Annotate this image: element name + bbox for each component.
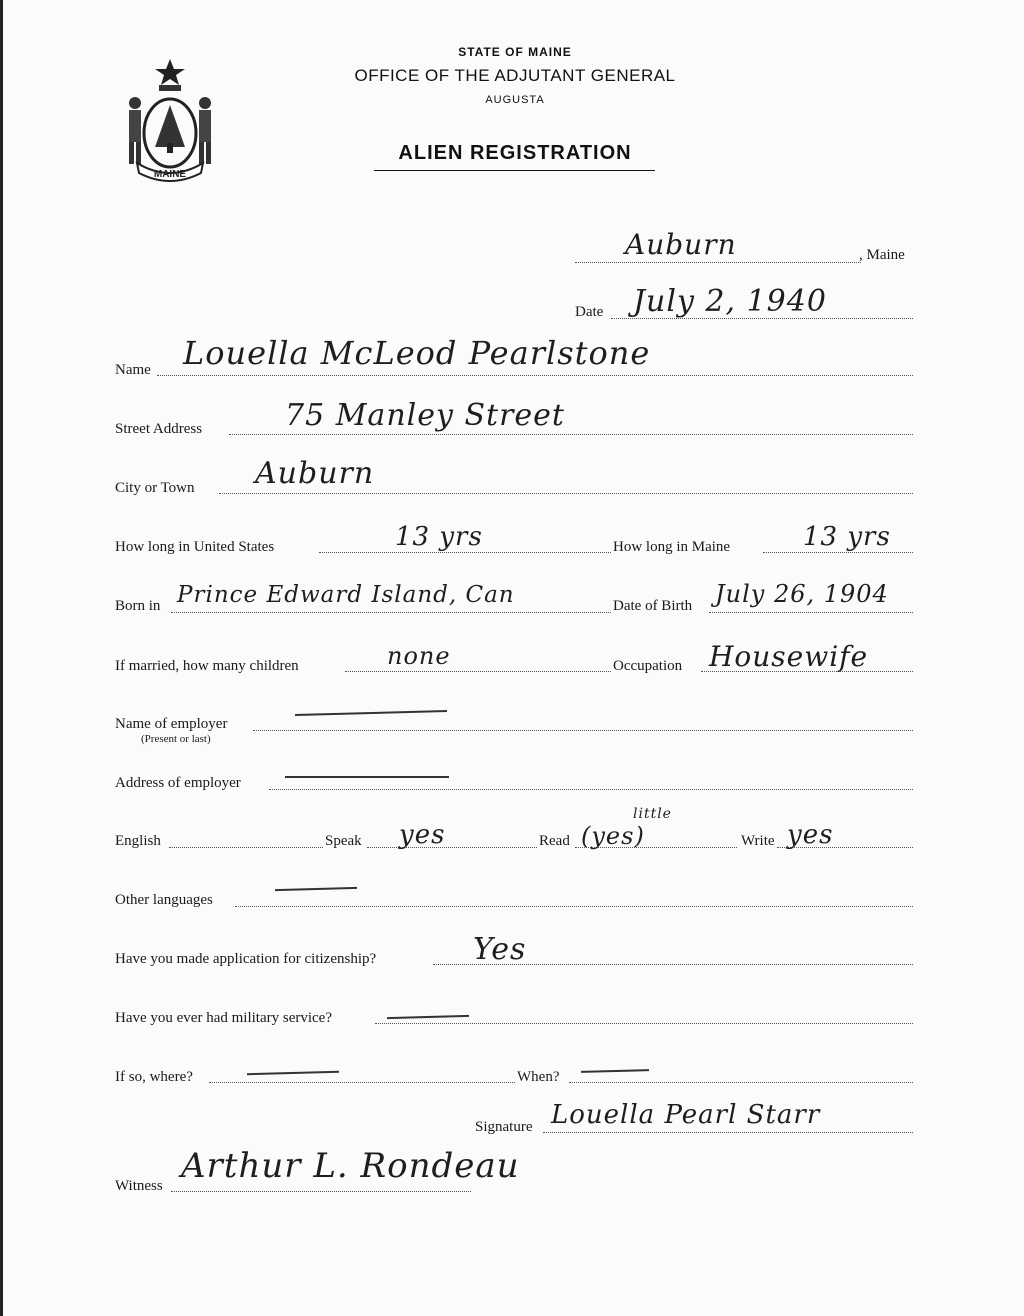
street-line xyxy=(229,434,913,435)
location-value: Auburn xyxy=(625,228,737,261)
city-line xyxy=(219,493,913,494)
employer-address-dash xyxy=(285,776,449,778)
witness-line xyxy=(171,1191,471,1192)
signature-line xyxy=(543,1132,913,1133)
witness-value: Arthur L. Rondeau xyxy=(181,1146,520,1186)
when-label: When? xyxy=(517,1069,560,1085)
signature-value: Louella Pearl Starr xyxy=(551,1100,821,1130)
citizenship-label: Have you made application for citizenship? xyxy=(115,951,377,967)
dob-value: July 26, 1904 xyxy=(715,580,889,608)
military-label: Have you ever had military service? xyxy=(115,1010,332,1026)
maine-duration-value: 13 yrs xyxy=(803,522,891,552)
maine-duration-label: How long in Maine xyxy=(613,539,731,555)
street-value: 75 Manley Street xyxy=(285,398,565,433)
read-note: little xyxy=(633,806,672,822)
employer-address-label: Address of employer xyxy=(115,775,241,791)
when-dash xyxy=(581,1069,649,1073)
city-label: City or Town xyxy=(115,480,195,496)
occupation-value: Housewife xyxy=(709,640,869,673)
street-label: Street Address xyxy=(115,421,203,437)
date-value: July 2, 1940 xyxy=(633,284,827,319)
where-dash xyxy=(247,1071,339,1075)
employer-label: Name of employer xyxy=(115,716,228,732)
us-duration-line xyxy=(319,552,611,553)
svg-text:MAINE: MAINE xyxy=(153,169,187,180)
us-duration-label: How long in United States xyxy=(115,539,275,555)
children-line xyxy=(345,671,611,672)
location-suffix: , Maine xyxy=(859,247,905,263)
write-label: Write xyxy=(741,833,775,849)
dob-line xyxy=(709,612,913,613)
us-duration-value: 13 yrs xyxy=(395,522,483,552)
header-office: OFFICE OF THE ADJUTANT GENERAL xyxy=(354,66,676,85)
witness-label: Witness xyxy=(115,1178,163,1194)
english-line xyxy=(169,847,323,848)
read-label: Read xyxy=(539,833,570,849)
children-value: none xyxy=(387,642,451,670)
speak-value: yes xyxy=(399,820,446,850)
when-line xyxy=(569,1082,913,1083)
date-label: Date xyxy=(575,304,604,320)
born-line xyxy=(171,612,611,613)
military-line xyxy=(375,1023,913,1024)
english-label: English xyxy=(115,833,161,849)
other-languages-label: Other languages xyxy=(115,892,213,908)
header-city: AUGUSTA xyxy=(485,94,545,106)
where-label: If so, where? xyxy=(115,1069,193,1085)
employer-address-line xyxy=(269,789,913,790)
name-line xyxy=(157,375,913,376)
other-languages-dash xyxy=(275,887,357,891)
other-languages-line xyxy=(235,906,913,907)
city-value: Auburn xyxy=(255,456,375,491)
occupation-label: Occupation xyxy=(613,658,683,674)
maine-duration-line xyxy=(763,552,913,553)
header-state: STATE OF MAINE xyxy=(458,45,572,59)
form-title: ALIEN REGISTRATION xyxy=(398,142,632,164)
children-label: If married, how many children xyxy=(115,658,299,674)
location-line xyxy=(575,262,861,263)
write-value: yes xyxy=(787,820,834,850)
born-label: Born in xyxy=(115,598,161,614)
name-value: Louella McLeod Pearlstone xyxy=(183,334,651,372)
citizenship-value: Yes xyxy=(473,932,527,967)
dob-label: Date of Birth xyxy=(613,598,693,614)
title-underline xyxy=(374,170,655,171)
speak-line xyxy=(367,847,537,848)
speak-label: Speak xyxy=(325,833,362,849)
employer-sublabel: (Present or last) xyxy=(141,733,211,745)
read-value: (yes) xyxy=(581,822,645,850)
employer-dash xyxy=(295,710,447,716)
born-value: Prince Edward Island, Can xyxy=(177,582,515,608)
where-line xyxy=(209,1082,515,1083)
employer-line xyxy=(253,730,913,731)
name-label: Name xyxy=(115,362,151,378)
military-dash xyxy=(387,1015,469,1019)
signature-label: Signature xyxy=(475,1119,533,1135)
